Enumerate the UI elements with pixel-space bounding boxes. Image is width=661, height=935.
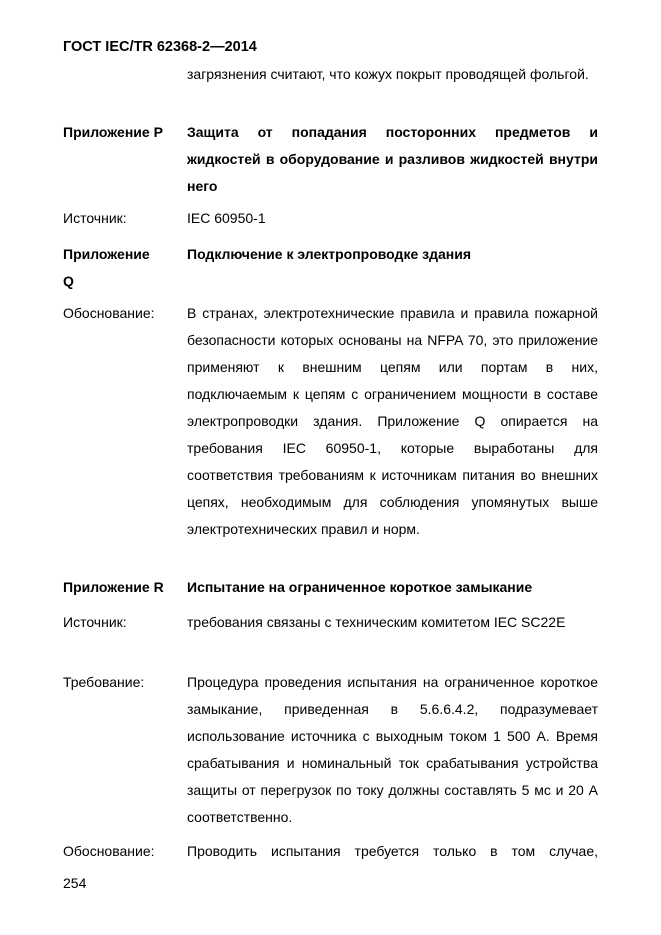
annex-r-requirement-entry [63, 669, 598, 831]
rationale-text: Проводить испытания требуется только в том случае, [187, 843, 598, 859]
source-text: IEC 60950-1 [187, 210, 266, 226]
annex-q-title: Подключение к электропроводке здания [187, 246, 471, 262]
rationale-label: Обоснование: [63, 305, 155, 321]
annex-r-label: Приложение R [63, 579, 164, 595]
rationale-text: В странах, электротехнические правила и правила пожарной безопасности которых основаны на NFPA 70, это приложение применяют к внешним цепям или портам в них, подключаемым к цепям с ограничением мощности в составе электропроводки здания. Приложение Q опирается на требования IEC 60950-1, которые выработаны для соответствия требованиям к источникам питания во внешних цепях, необходимым для соблюдения упомянутых выше электротехнических правил и норм. [187, 305, 598, 537]
annex-p-title: Защита от попадания посторонних предметов и жидкостей в оборудование и разливов жидкостей внутри него [187, 124, 598, 194]
annex-p-entry [63, 119, 598, 200]
page-header: ГОСТ IEC/TR 62368-2—2014 [63, 39, 257, 55]
source-label: Источник: [63, 614, 127, 630]
continuation-paragraph: загрязнения считают, что кожух покрыт проводящей фольгой. [187, 66, 589, 82]
annex-r-entry [63, 574, 598, 601]
page-number: 254 [63, 875, 87, 891]
rationale-label: Обоснование: [63, 843, 155, 859]
annex-r-title: Испытание на ограниченное короткое замыкание [187, 579, 533, 595]
annex-q-label: Приложение Q [63, 246, 150, 289]
annex-r-source-entry [63, 609, 598, 636]
source-text: требования связаны с техническим комитетом IEC SC22E [187, 614, 566, 630]
annex-q-entry [63, 241, 598, 295]
annex-p-label: Приложение P [63, 124, 163, 140]
requirement-label: Требование: [63, 674, 145, 690]
source-label: Источник: [63, 210, 127, 226]
annex-r-rationale-entry [63, 838, 598, 865]
annex-q-rationale-entry [63, 300, 598, 543]
annex-p-source-entry [63, 205, 598, 232]
requirement-text: Процедура проведения испытания на ограниченное короткое замыкание, приведенная в 5.6.6.4.2, подразумевает использование источника с выходным током 1 500 А. Время срабатывания и номинальный ток срабатывания устройства защиты от перегрузок по току должны составлять 5 мс и 20 А соответственно. [187, 674, 598, 825]
